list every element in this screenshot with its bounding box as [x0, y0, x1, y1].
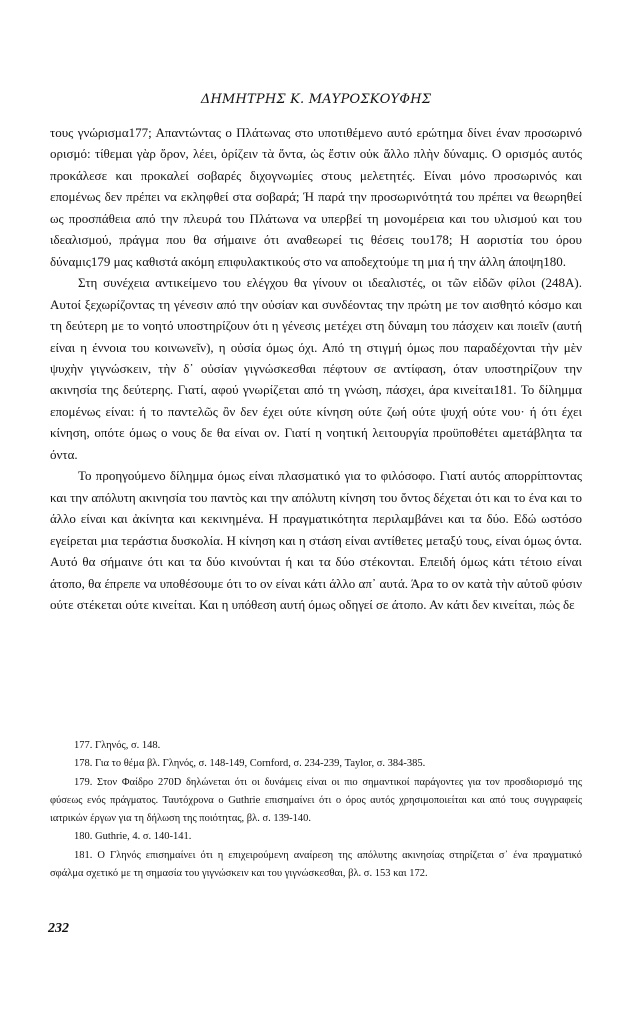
- running-head: ΔΗΜΗΤΡΗΣ Κ. ΜΑΥΡΟΣΚΟΥΦΗΣ: [200, 92, 432, 107]
- footnote-177: 177. Γληνός, σ. 148.: [74, 740, 161, 751]
- body-paragraph-1: τους γνώρισμα177; Απαντώντας ο Πλάτωνας στο υποτιθέμενο αυτό ερώτημα δίνει έναν προσωρινό ορισμό: τίθεμαι γὰρ ὅρον, λέει, ὁρίζειν τὰ ὄντα, ὡς ἔστιν οὐκ ἄλλο πλὴν δύναμις. Ο ορισμός αυτός προκάλεσε και προκαλεί σοβαρές διχογνωμίες στους μελετητές. Είναι μόνο προσωρινός και επομένως δεν πρέπει να εκληφθεί στα σοβαρά; Ή παρά την προσωρινότητά του πρέπει να θεωρηθεί ως προσπάθεια από την πλευρά του Πλάτωνα να υπερβεί τη μονομέρεια και του υλισμού και του ιδεαλισμού, πράγμα που θα σήμαινε ότι αναθεωρεί τις θέσεις του178; Η αοριστία του όρου δύναμις179 μας καθιστά ακόμη επιφυλακτικούς στο να αποδεχτούμε τη μια ή την άλλη άποψη180.: [50, 125, 582, 269]
- footnote-181: 181. Ο Γληνός επισημαίνει ότι η επιχειρούμενη αναίρεση της απόλυτης ακινησίας στηρίζεται σ᾽ ένα πραγματικό σφάλμα σχετικό με τη σημασία του γιγνώσκειν και του γιγνώσκεσθαι, βλ. σ. 153 και 172.: [50, 849, 582, 880]
- footnote-180: 180. Guthrie, 4. σ. 140-141.: [74, 831, 192, 843]
- footnote-178: 178. Για το θέμα βλ. Γληνός, σ. 148-149, Cornford, σ. 234-239, Taylor, σ. 384-385.: [74, 758, 426, 770]
- footnotes: [50, 737, 582, 883]
- footnote-179: 179. Στον Φαίδρο 270D δηλώνεται ότι οι δυνάμεις είναι οι πιο σημαντικοί παράγοντες για τον προσδιορισμό της φύσεως ενός πράγματος. Ταυτόχρονα ο Guthrie επισημαίνει ότι ο όρος αυτός χρησιμοποιείται και από τους συγγραφείς ιατρικών έργων για τη δήλωση της ποιότητας, βλ. σ. 139-140.: [50, 776, 582, 825]
- page-number: 232: [48, 921, 69, 936]
- main-text: [50, 122, 582, 615]
- body-paragraph-3: Το προηγούμενο δίλημμα όμως είναι πλασματικό για το φιλόσοφο. Γιατί αυτός απορρίπτοντας και την απόλυτη ακινησία του παντὸς και την απόλυτη κίνηση του ὄντος δέχεται ότι και το ένα και το άλλο είναι και ἀκίνητα και κεκινημένα. Η πραγματικότητα περιλαμβάνει και τα δύο. Εδώ ωστόσο εγείρεται μια τεράστια δυσκολία. Η κίνηση και η στάση είναι αντίθετες μεταξύ τους, είναι όμως όντα. Αυτό θα σήμαινε ότι και τα δύο κινούνται ή και τα δύο στέκονται. Επειδή όμως κάτι τέτοιο είναι άτοπο, θα έπρεπε να υποθέσουμε ότι το ον είναι κάτι άλλο απ᾽ αυτά. Άρα το ον κατὰ τὴν αὑτοῦ φύσιν ούτε στέκεται ούτε κινείται. Και η υπόθεση αυτή όμως οδηγεί σε άτοπο. Αν κάτι δεν κινείται, πώς δε: [50, 468, 582, 612]
- body-paragraph-2: Στη συνέχεια αντικείμενο του ελέγχου θα γίνουν οι ιδεαλιστές, οι τῶν εἰδῶν φίλοι (248Α). Αυτοί ξεχωρίζοντας τη γένεσιν από την οὐσίαν και συνδέοντας την πρώτη με τον αισθητό κόσμο και τη δεύτερη με το νοητό υποστηρίζουν ότι η γένεσις μετέχει στη δύναμη του πάσχειν και ποιεῖν (αυτή είναι η έννοια του κοινωνεῖν), η οὐσία όμως όχι. Από τη στιγμή όμως που παραδέχονται τὴν μὲν ψυχὴν γιγνώσκειν, τὴν δ᾽ οὐσίαν γιγνώσκεσθαι πέφτουν σε αντίφαση, όταν υποστηρίζουν την ακινησία της δεύτερης. Γιατί, αφού γνωρίζεται από τη γνώση, πάσχει, άρα κινείται181. Το δίλημμα επομένως είναι: ή το παντελῶς ὂν δεν έχει ούτε κίνηση ούτε ζωή ούτε ψυχή ούτε νου· ή ότι έχει κίνηση, οπότε όμως ο νους δε θα είναι ον. Γιατί η νοητική λειτουργία προϋποθέτει αμετάβλητα τα όντα.: [50, 275, 582, 462]
